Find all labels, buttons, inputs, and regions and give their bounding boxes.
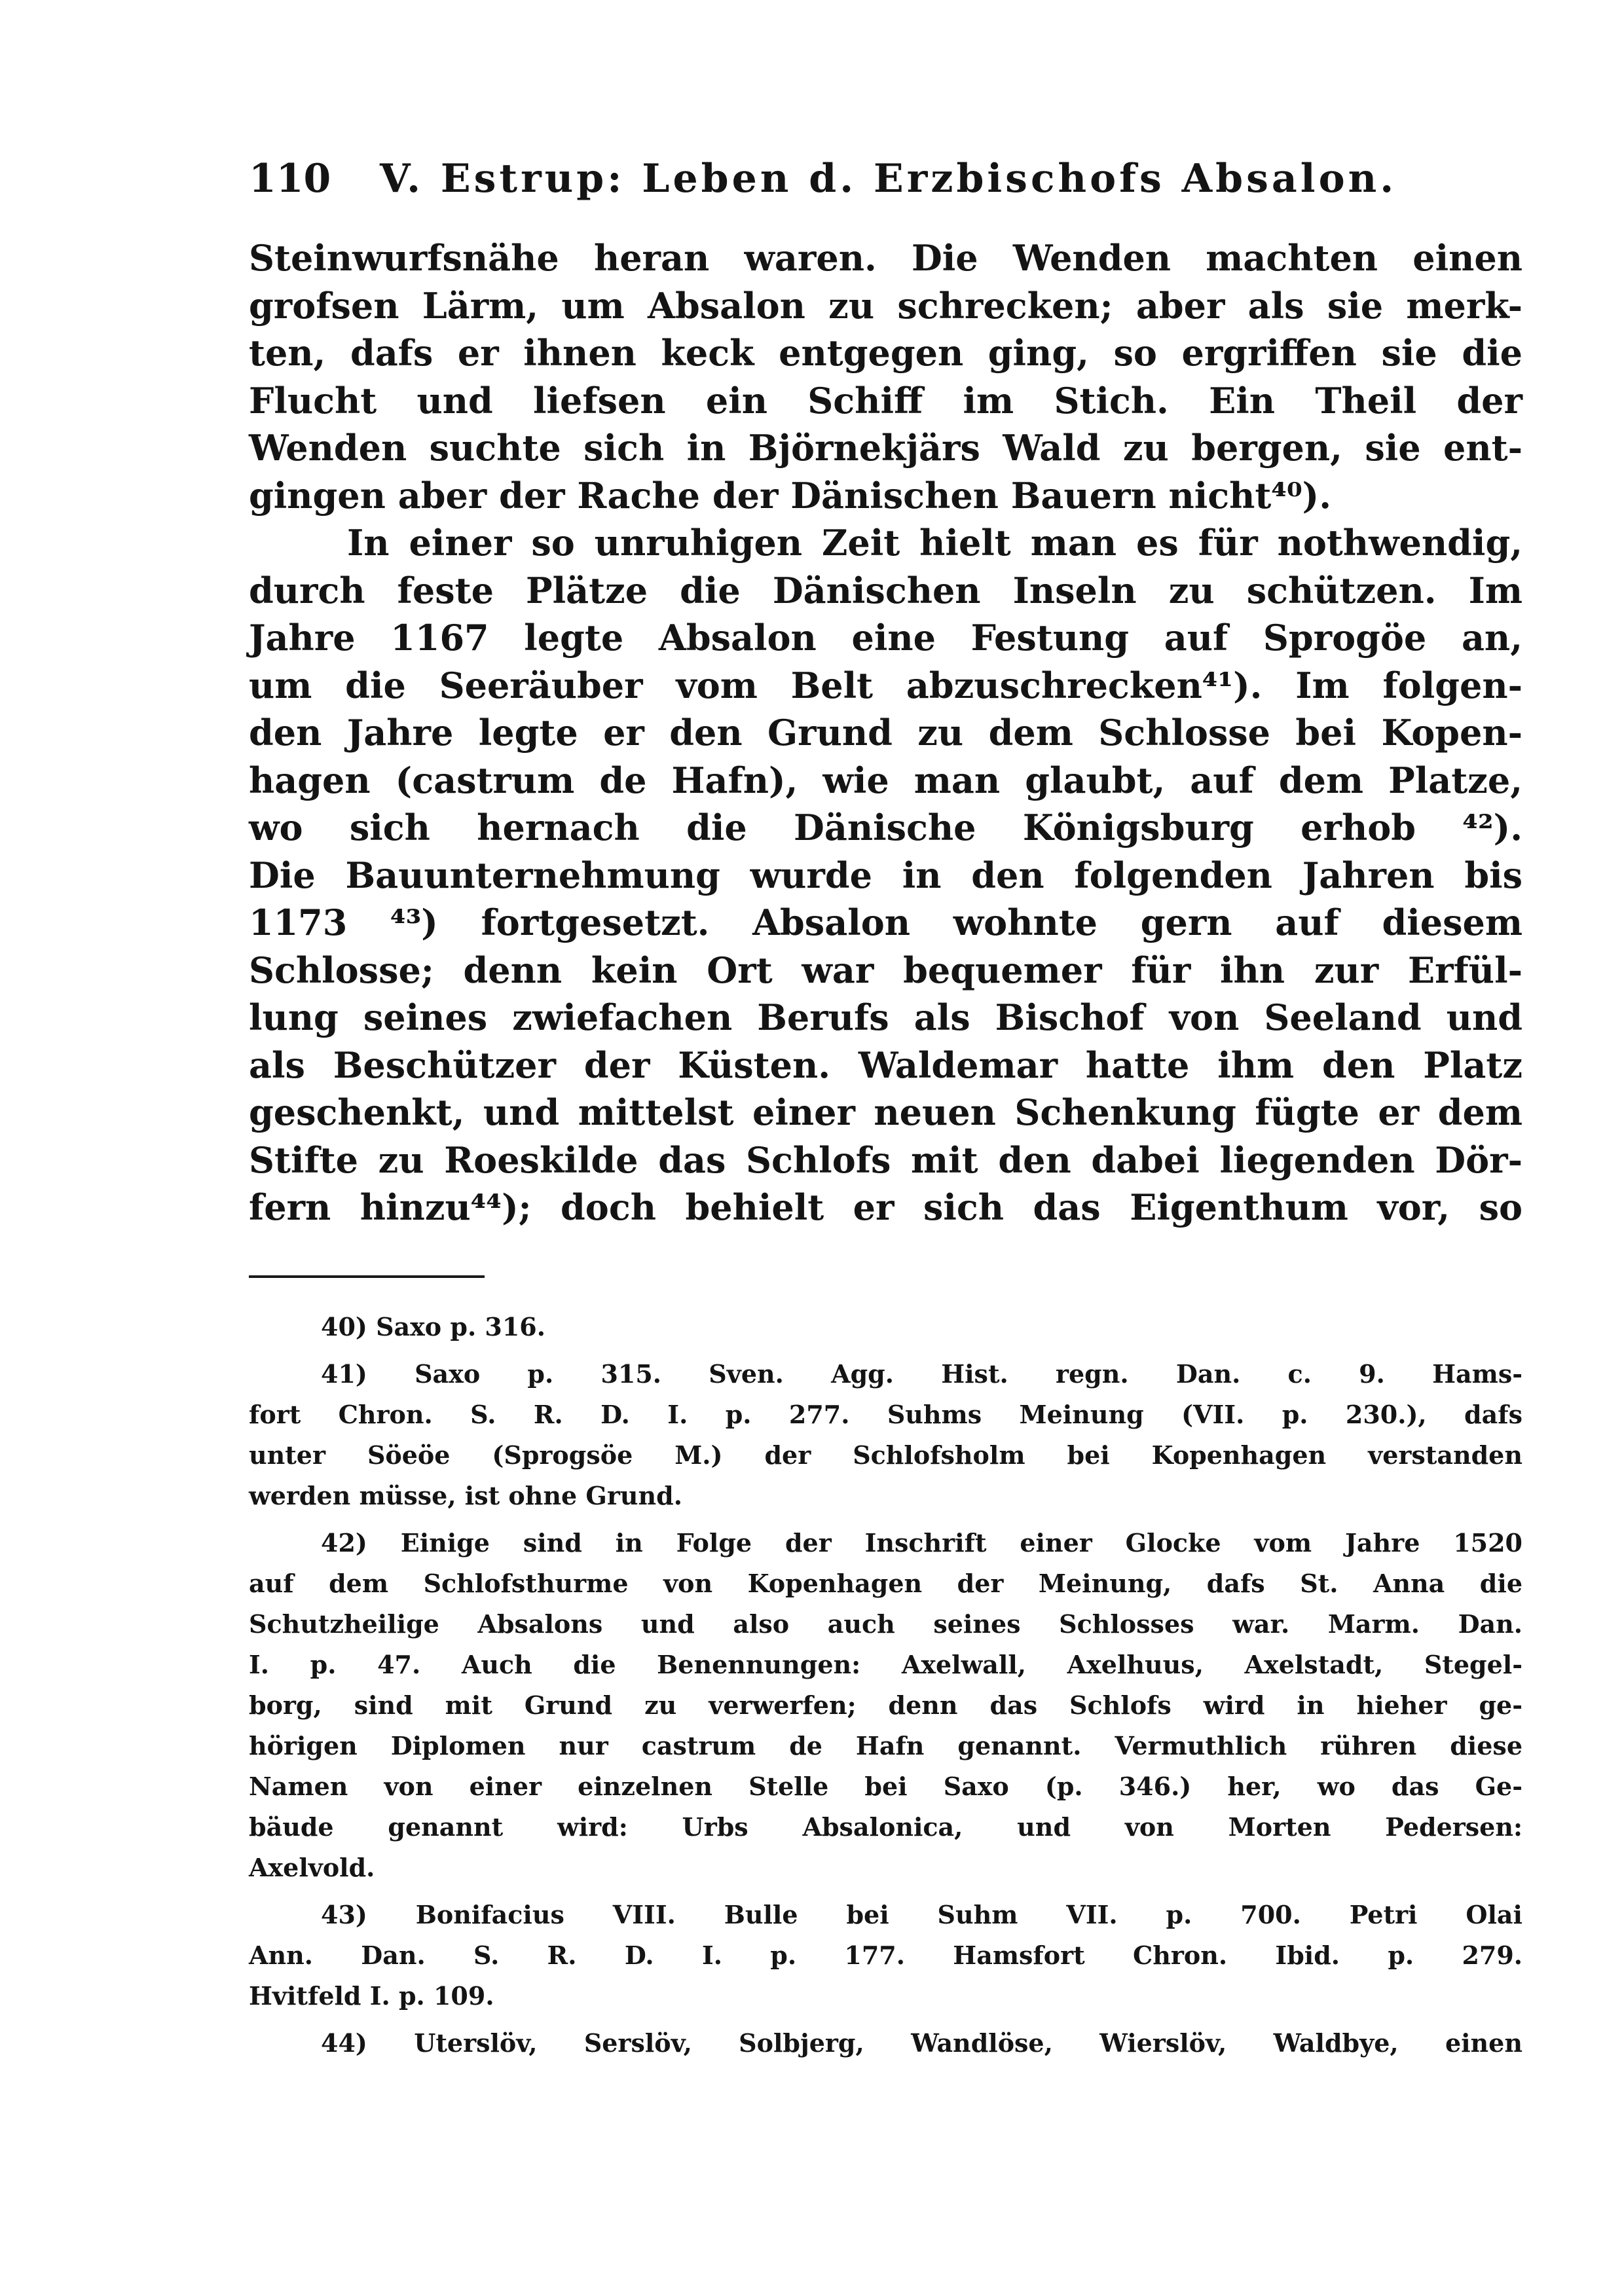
text-line: Wenden suchte sich in Björnekjärs Wald zu bergen, sie ent- xyxy=(249,427,1522,469)
footnote-line: Schutzheilige Absalons und also auch seines Schlosses war. Marm. Dan. xyxy=(249,1609,1522,1639)
footnote-line: Axelvold. xyxy=(249,1853,375,1882)
text-line: wo sich hernach die Dänische Königsburg erhob ⁴²). xyxy=(249,807,1522,848)
text-line: Jahre 1167 legte Absalon eine Festung auf Sprogöe an, xyxy=(249,617,1522,659)
footnote-43 xyxy=(249,1895,1522,2016)
footnote-line: 44) Uterslöv, Serslöv, Solbjerg, Wandlöse, Wierslöv, Waldbye, einen xyxy=(321,2028,1522,2058)
footnote-44 xyxy=(249,2023,1522,2064)
footnote-40 xyxy=(249,1307,1522,1347)
text-line: Stifte zu Roeskilde das Schlofs mit den dabei liegenden Dör- xyxy=(249,1139,1522,1181)
footnote-line: unter Söeöe (Sprogsöe M.) der Schlofsholm bei Kopenhagen verstanden xyxy=(249,1440,1522,1470)
footnote-divider xyxy=(249,1275,485,1278)
footnote-line: borg, sind mit Grund zu verwerfen; denn das Schlofs wird in hieher ge- xyxy=(249,1690,1522,1720)
text-line: gingen aber der Rache der Dänischen Bauern nicht⁴⁰). xyxy=(249,474,1332,517)
text-line: hagen (castrum de Hafn), wie man glaubt, auf dem Platze, xyxy=(249,759,1522,801)
page-number: 110 xyxy=(249,156,331,202)
footnote-line: Hvitfeld I. p. 109. xyxy=(249,1981,494,2011)
text-line: lung seines zwiefachen Berufs als Bischof von Seeland und xyxy=(249,996,1522,1038)
footnote-line: Ann. Dan. S. R. D. I. p. 177. Hamsfort Chron. Ibid. p. 279. xyxy=(249,1941,1522,1970)
footnote-line: Namen von einer einzelnen Stelle bei Saxo (p. 346.) her, wo das Ge- xyxy=(249,1772,1522,1801)
text-line: Steinwurfsnähe heran waren. Die Wenden machten einen xyxy=(249,237,1522,279)
footnote-line: fort Chron. S. R. D. I. p. 277. Suhms Meinung (VII. p. 230.), dafs xyxy=(249,1400,1522,1429)
page-header xyxy=(249,156,1519,215)
text-line: Die Bauunternehmung wurde in den folgenden Jahren bis xyxy=(249,854,1522,896)
footnote-line: bäude genannt wird: Urbs Absalonica, und von Morten Pedersen: xyxy=(249,1812,1522,1842)
running-title: V. Estrup: Leben d. Erzbischofs Absalon. xyxy=(380,156,1397,202)
text-line: grofsen Lärm, um Absalon zu schrecken; aber als sie merk- xyxy=(249,284,1522,327)
footnote-line: 40) Saxo p. 316. xyxy=(321,1312,545,1341)
text-line: durch feste Plätze die Dänischen Inseln zu schützen. Im xyxy=(249,569,1522,611)
footnote-line: auf dem Schlofsthurme von Kopenhagen der Meinung, dafs St. Anna die xyxy=(249,1569,1522,1598)
text-line: um die Seeräuber vom Belt abzuschrecken⁴¹). Im folgen- xyxy=(249,664,1522,706)
footnotes xyxy=(249,1307,1522,2064)
text-line: Flucht und liefsen ein Schiff im Stich. Ein Theil der xyxy=(249,379,1522,422)
footnote-line: werden müsse, ist ohne Grund. xyxy=(249,1481,682,1510)
text-line: fern hinzu⁴⁴); doch behielt er sich das Eigenthum vor, so xyxy=(249,1186,1522,1228)
text-line: den Jahre legte er den Grund zu dem Schlosse bei Kopen- xyxy=(249,712,1522,754)
text-line: als Beschützer der Küsten. Waldemar hatte ihm den Platz xyxy=(249,1044,1522,1086)
footnote-line: 43) Bonifacius VIII. Bulle bei Suhm VII. p. 700. Petri Olai xyxy=(321,1900,1522,1929)
footnote-41 xyxy=(249,1354,1522,1516)
footnote-line: 42) Einige sind in Folge der Inschrift einer Glocke vom Jahre 1520 xyxy=(321,1528,1522,1558)
main-text xyxy=(249,234,1522,1231)
text-line: 1173 ⁴³) fortgesetzt. Absalon wohnte gern auf diesem xyxy=(249,902,1522,943)
text-line: Schlosse; denn kein Ort war bequemer für ihn zur Erfül- xyxy=(249,949,1522,991)
text-line: geschenkt, und mittelst einer neuen Schenkung fügte er dem xyxy=(249,1091,1522,1133)
footnote-line: I. p. 47. Auch die Benennungen: Axelwall, Axelhuus, Axelstadt, Stegel- xyxy=(249,1650,1522,1679)
footnote-line: hörigen Diplomen nur castrum de Hafn genannt. Vermuthlich rühren diese xyxy=(249,1731,1522,1760)
text-line: ten, dafs er ihnen keck entgegen ging, so ergriffen sie die xyxy=(249,332,1522,374)
text-line: In einer so unruhigen Zeit hielt man es für nothwendig, xyxy=(347,522,1522,564)
footnote-42 xyxy=(249,1523,1522,1888)
footnote-line: 41) Saxo p. 315. Sven. Agg. Hist. regn. Dan. c. 9. Hams- xyxy=(321,1359,1522,1389)
